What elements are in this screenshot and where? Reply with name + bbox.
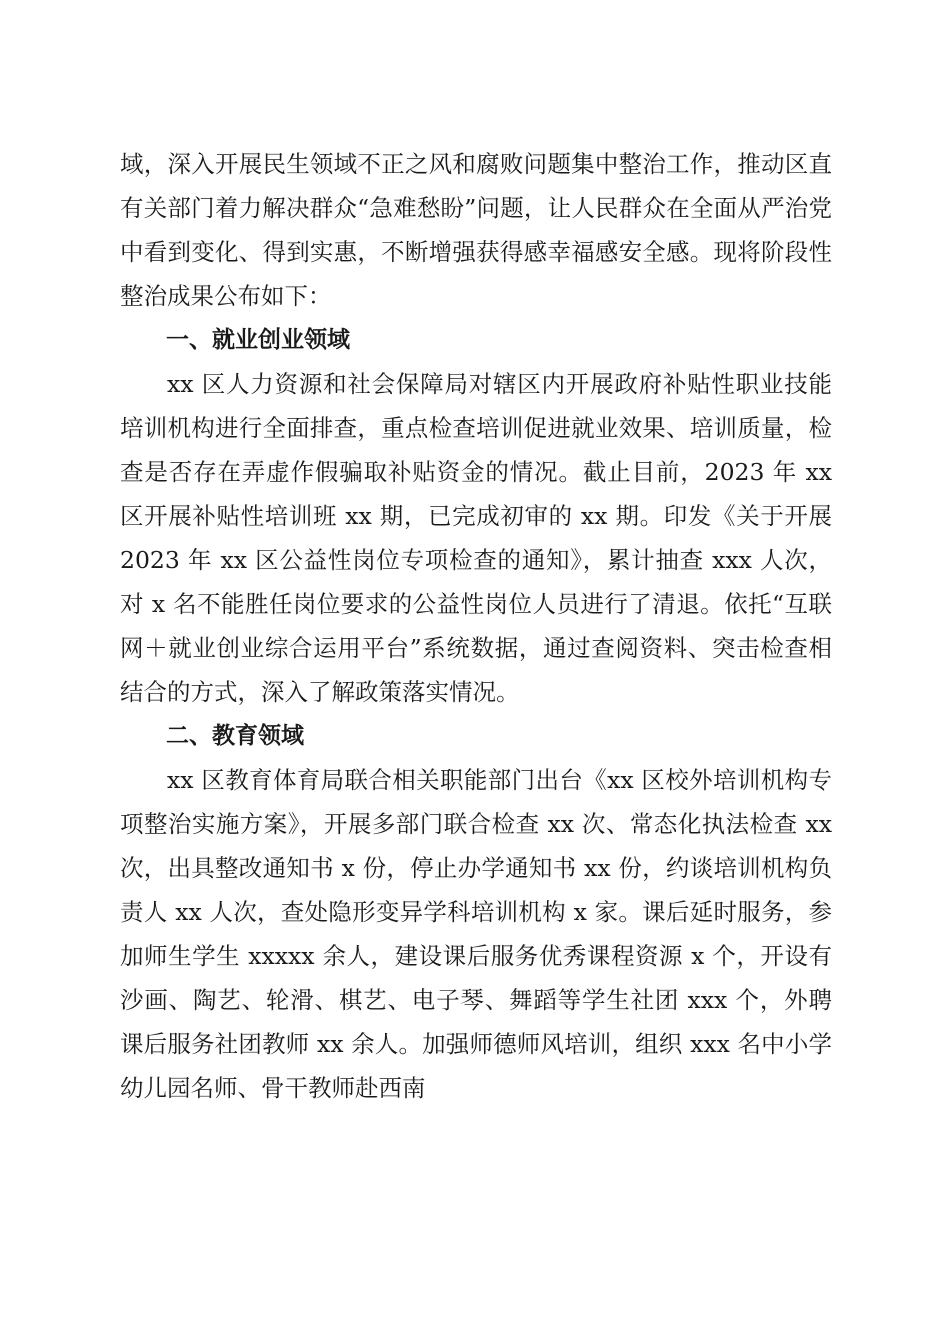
document-page — [120, 142, 832, 1110]
intro-paragraph: 域，深入开展民生领域不正之风和腐败问题集中整治工作，推动区直有关部门着力解决群众“急难愁盼”问题，让人民群众在全面从严治党中看到变化、得到实惠，不断增强获得感幸福感安全感。现将阶段性整治成果公布如下： — [120, 150, 832, 310]
section-heading-employment: 一、就业创业领域 — [166, 327, 350, 353]
section-body-education: xx 区教育体育局联合相关职能部门出台《xx 区校外培训机构专项整治实施方案》，开展多部门联合检查 xx 次、常态化执法检查 xx 次，出具整改通知书 x 份，停止办学通知书 xx 份，约谈培训机构负责人 xx 人次，查处隐形变异学科培训机构 x 家。课后延时服务，参加师生学生 xxxxx 余人，建设课后服务优秀课程资源 x 个，开设有沙画、陶艺、轮滑、棋艺、电子琴、舞蹈等学生社团 xxx 个，外聘课后服务社团教师 xx 余人。加强师德师风培训，组织 xxx 名中小学幼儿园名师、骨干教师赴西南 — [120, 766, 832, 1102]
section-body-employment: xx 区人力资源和社会保障局对辖区内开展政府补贴性职业技能培训机构进行全面排查，重点检查培训促进就业效果、培训质量，检查是否存在弄虚作假骗取补贴资金的情况。截止目前，2023 年 xx 区开展补贴性培训班 xx 期，已完成初审的 xx 期。印发《关于开展 2023 年 xx 区公益性岗位专项检查的通知》，累计抽查 xxx 人次，对 x 名不能胜任岗位要求的公益性岗位人员进行了清退。依托“互联网＋就业创业综合运用平台”系统数据，通过查阅资料、突击检查相结合的方式，深入了解政策落实情况。 — [120, 370, 832, 706]
section-heading-education: 二、教育领域 — [166, 723, 304, 749]
